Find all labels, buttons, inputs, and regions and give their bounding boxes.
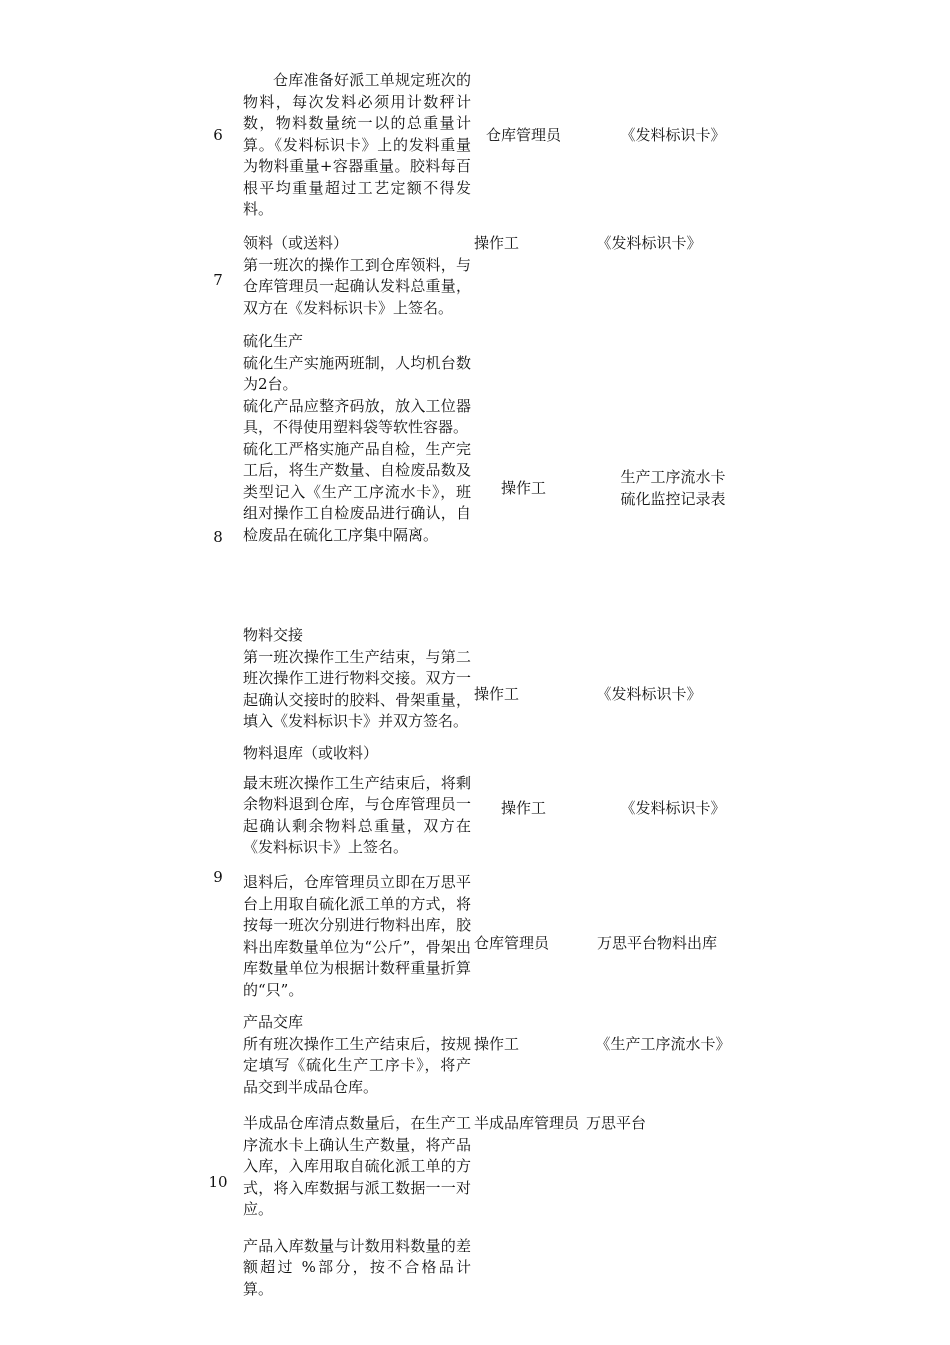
row-10-title: 产品交库 bbox=[243, 1013, 304, 1031]
row-7-description bbox=[243, 233, 471, 319]
row-8-record-1 bbox=[588, 467, 758, 510]
row-8-text-2: 硫化产品应整齐码放，放入工位器具，不得使用塑料袋等软性容器。 bbox=[243, 396, 471, 436]
row-10-number: 10 bbox=[208, 1173, 228, 1191]
row-7-number: 7 bbox=[213, 271, 223, 289]
row-7-title: 领料（或送料） bbox=[243, 234, 349, 252]
row-8-title-2: 物料交接 bbox=[243, 626, 304, 644]
row-9-description-1 bbox=[243, 743, 471, 859]
row-8-record-2: 《发料标识卡》 bbox=[596, 685, 702, 703]
row-9-text-1: 最末班次操作工生产结束后，将剩余物料退到仓库，与仓库管理员一起确认剩余物料总重量，双方在《发料标识卡》上签名。 bbox=[243, 773, 471, 856]
row-8-text-4: 第一班次操作工生产结束，与第二班次操作工进行物料交接。双方一起确认交接时的胶料、骨架重量，填入《发料标识卡》并双方签名。 bbox=[243, 647, 471, 730]
row-8-description-2 bbox=[243, 625, 471, 733]
row-10-description-2 bbox=[243, 1113, 471, 1300]
row-10-text-1: 所有班次操作工生产结束后，按规定填写《硫化生产工序卡》，将产品交到半成品仓库。 bbox=[243, 1034, 471, 1096]
row-10-role-1: 操作工 bbox=[474, 1035, 520, 1053]
row-10-record-1: 《生产工序流水卡》 bbox=[595, 1035, 731, 1053]
row-6-text: 仓库准备好派工单规定班次的物料，每次发料必须用计数秤计数，物料数量统一以的总重量计算。《发料标识卡》上的发料重量为物料重量+容器重量。胶料每百根平均重量超过工艺定额不得发料。 bbox=[243, 71, 471, 218]
row-8-record-line-2: 硫化监控记录表 bbox=[620, 489, 726, 508]
row-8-record-line-1: 生产工序流水卡 bbox=[620, 468, 726, 486]
row-9-role-2: 仓库管理员 bbox=[474, 934, 550, 952]
row-9-title: 物料退库（或收料） bbox=[243, 744, 379, 762]
row-10-record-2: 万思平台 bbox=[586, 1114, 647, 1132]
row-8-number: 8 bbox=[213, 528, 223, 546]
row-8-description-1 bbox=[243, 331, 471, 546]
row-10-role-2: 半成品库管理员 bbox=[474, 1114, 580, 1132]
row-8-role-2: 操作工 bbox=[474, 685, 520, 703]
row-9-role-1: 操作工 bbox=[501, 799, 547, 817]
row-9-text-2: 退料后，仓库管理员立即在万思平台上用取自硫化派工单的方式，将按每一班次分别进行物料出库，胶料出库数量单位为“公斤”，骨架出库数量单位为根据计数秤重量折算的“只”。 bbox=[243, 873, 471, 999]
row-10-description-1 bbox=[243, 1012, 471, 1098]
row-9-number: 9 bbox=[213, 868, 223, 886]
row-7-text: 第一班次的操作工到仓库领料，与仓库管理员一起确认发料总重量，双方在《发料标识卡》上签名。 bbox=[243, 255, 471, 317]
row-9-record-2: 万思平台物料出库 bbox=[596, 934, 717, 952]
row-8-text-3: 硫化工严格实施产品自检，生产完工后，将生产数量、自检废品数及类型记入《生产工序流水卡》，班组对操作工自检废品进行确认，自检废品在硫化工序集中隔离。 bbox=[243, 439, 471, 544]
row-6-description bbox=[243, 70, 471, 221]
row-7-role: 操作工 bbox=[474, 234, 520, 252]
row-7-record: 《发料标识卡》 bbox=[596, 234, 702, 252]
row-6-role: 仓库管理员 bbox=[486, 126, 562, 144]
row-10-text-3: 产品入库数量与计数用料数量的差额超过 %部分，按不合格品计算。 bbox=[243, 1236, 471, 1298]
row-8-role-1: 操作工 bbox=[501, 479, 547, 497]
row-9-record-1: 《发料标识卡》 bbox=[620, 799, 726, 817]
row-9-description-2 bbox=[243, 872, 471, 1001]
row-6-number: 6 bbox=[213, 126, 223, 144]
row-10-text-2: 半成品仓库清点数量后，在生产工序流水卡上确认生产数量，将产品入库，入库用取自硫化派工单的方式，将入库数据与派工数据一一对应。 bbox=[243, 1114, 471, 1218]
row-8-title: 硫化生产 bbox=[243, 332, 304, 350]
row-8-text-1: 硫化生产实施两班制，人均机台数为2台。 bbox=[243, 353, 471, 393]
row-6-record: 《发料标识卡》 bbox=[620, 126, 726, 144]
